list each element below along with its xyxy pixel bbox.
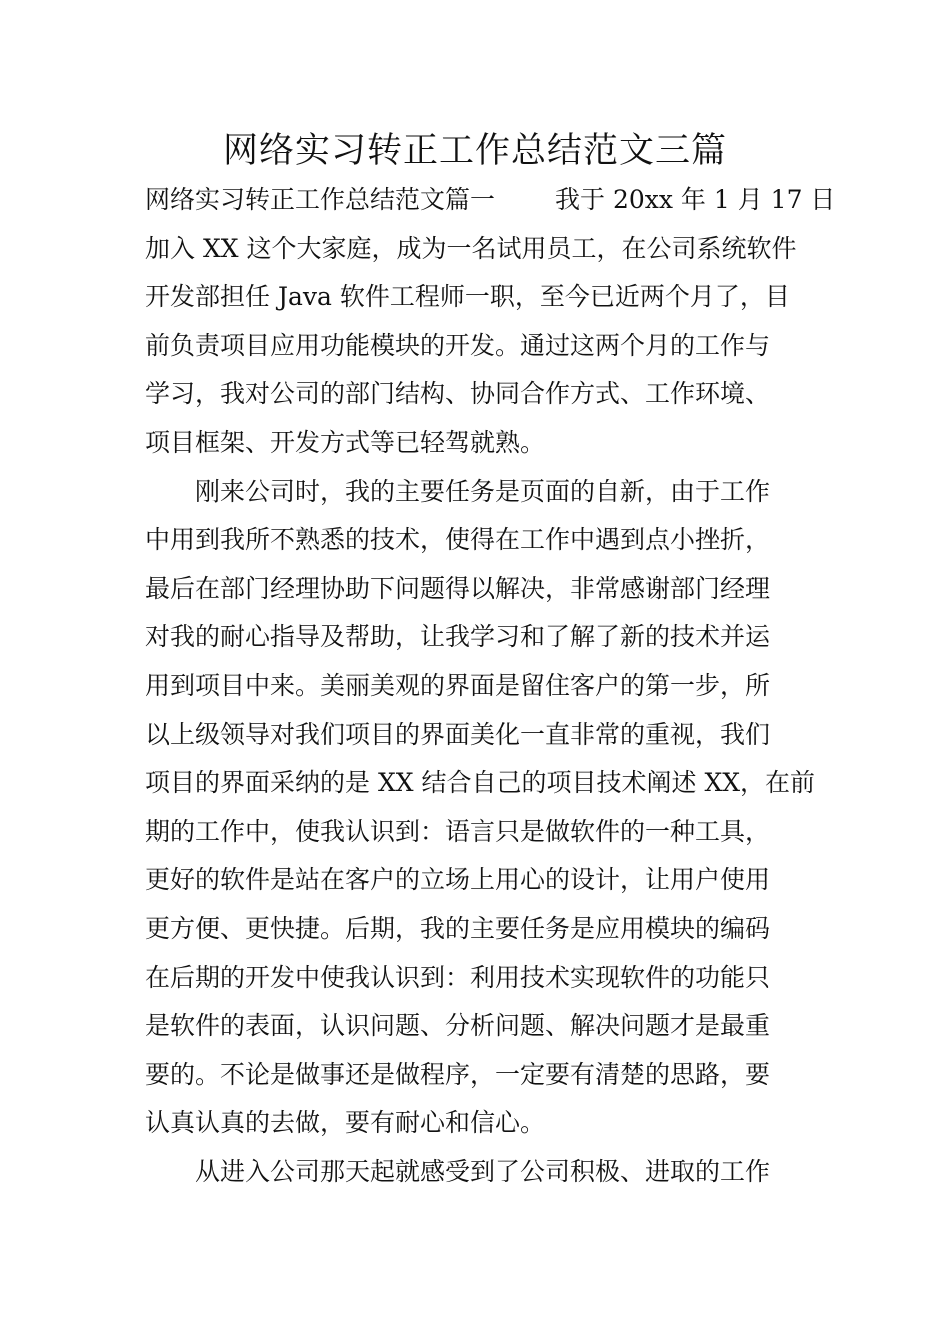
body-line [145,176,836,225]
body-line: 项目的界面采纳的是 XX 结合自己的项目技术阐述 XX，在前 [145,768,816,798]
body-line: 学习，我对公司的部门结构、协同合作方式、工作环境、 [145,379,771,409]
body-line: 刚来公司时，我的主要任务是页面的自新，由于工作 [145,476,771,506]
body-line-start: 我于 20xx 年 1 月 17 日 [555,185,836,214]
body-line: 中用到我所不熟悉的技术，使得在工作中遇到点小挫折， [145,525,771,555]
body-line: 前负责项目应用功能模块的开发。通过这两个月的工作与 [145,330,771,360]
body-line: 要的。不论是做事还是做程序，一定要有清楚的思路，要 [145,1059,771,1089]
body-line: 更方便、更快捷。后期，我的主要任务是应用模块的编码 [145,913,771,943]
body-line: 认真认真的去做，要有耐心和信心。 [145,1108,546,1138]
document-body [145,176,836,1196]
body-line: 从进入公司那天起就感受到了公司积极、进取的工作 [145,1156,771,1186]
section-heading: 网络实习转正工作总结范文篇一 [145,185,496,214]
body-line: 最后在部门经理协助下问题得以解决，非常感谢部门经理 [145,573,771,603]
document-title: 网络实习转正工作总结范文三篇 [222,131,727,171]
body-line: 在后期的开发中使我认识到：利用技术实现软件的功能只 [145,962,771,992]
body-line: 是软件的表面，认识问题、分析问题、解决问题才是最重 [145,1011,771,1041]
body-line: 用到项目中来。美丽美观的界面是留住客户的第一步，所 [145,670,771,700]
body-line: 对我的耐心指导及帮助，让我学习和了解了新的技术并运 [145,622,771,652]
body-line: 开发部担任 Java 软件工程师一职，至今已近两个月了，目 [145,282,790,312]
body-line: 加入 XX 这个大家庭，成为一名试用员工，在公司系统软件 [145,233,797,263]
body-line: 以上级领导对我们项目的界面美化一直非常的重视，我们 [145,719,771,749]
body-line: 期的工作中，使我认识到：语言只是做软件的一种工具， [145,816,771,846]
body-line: 更好的软件是站在客户的立场上用心的设计，让用户使用 [145,865,771,895]
body-line: 项目框架、开发方式等已轻驾就熟。 [145,427,546,457]
